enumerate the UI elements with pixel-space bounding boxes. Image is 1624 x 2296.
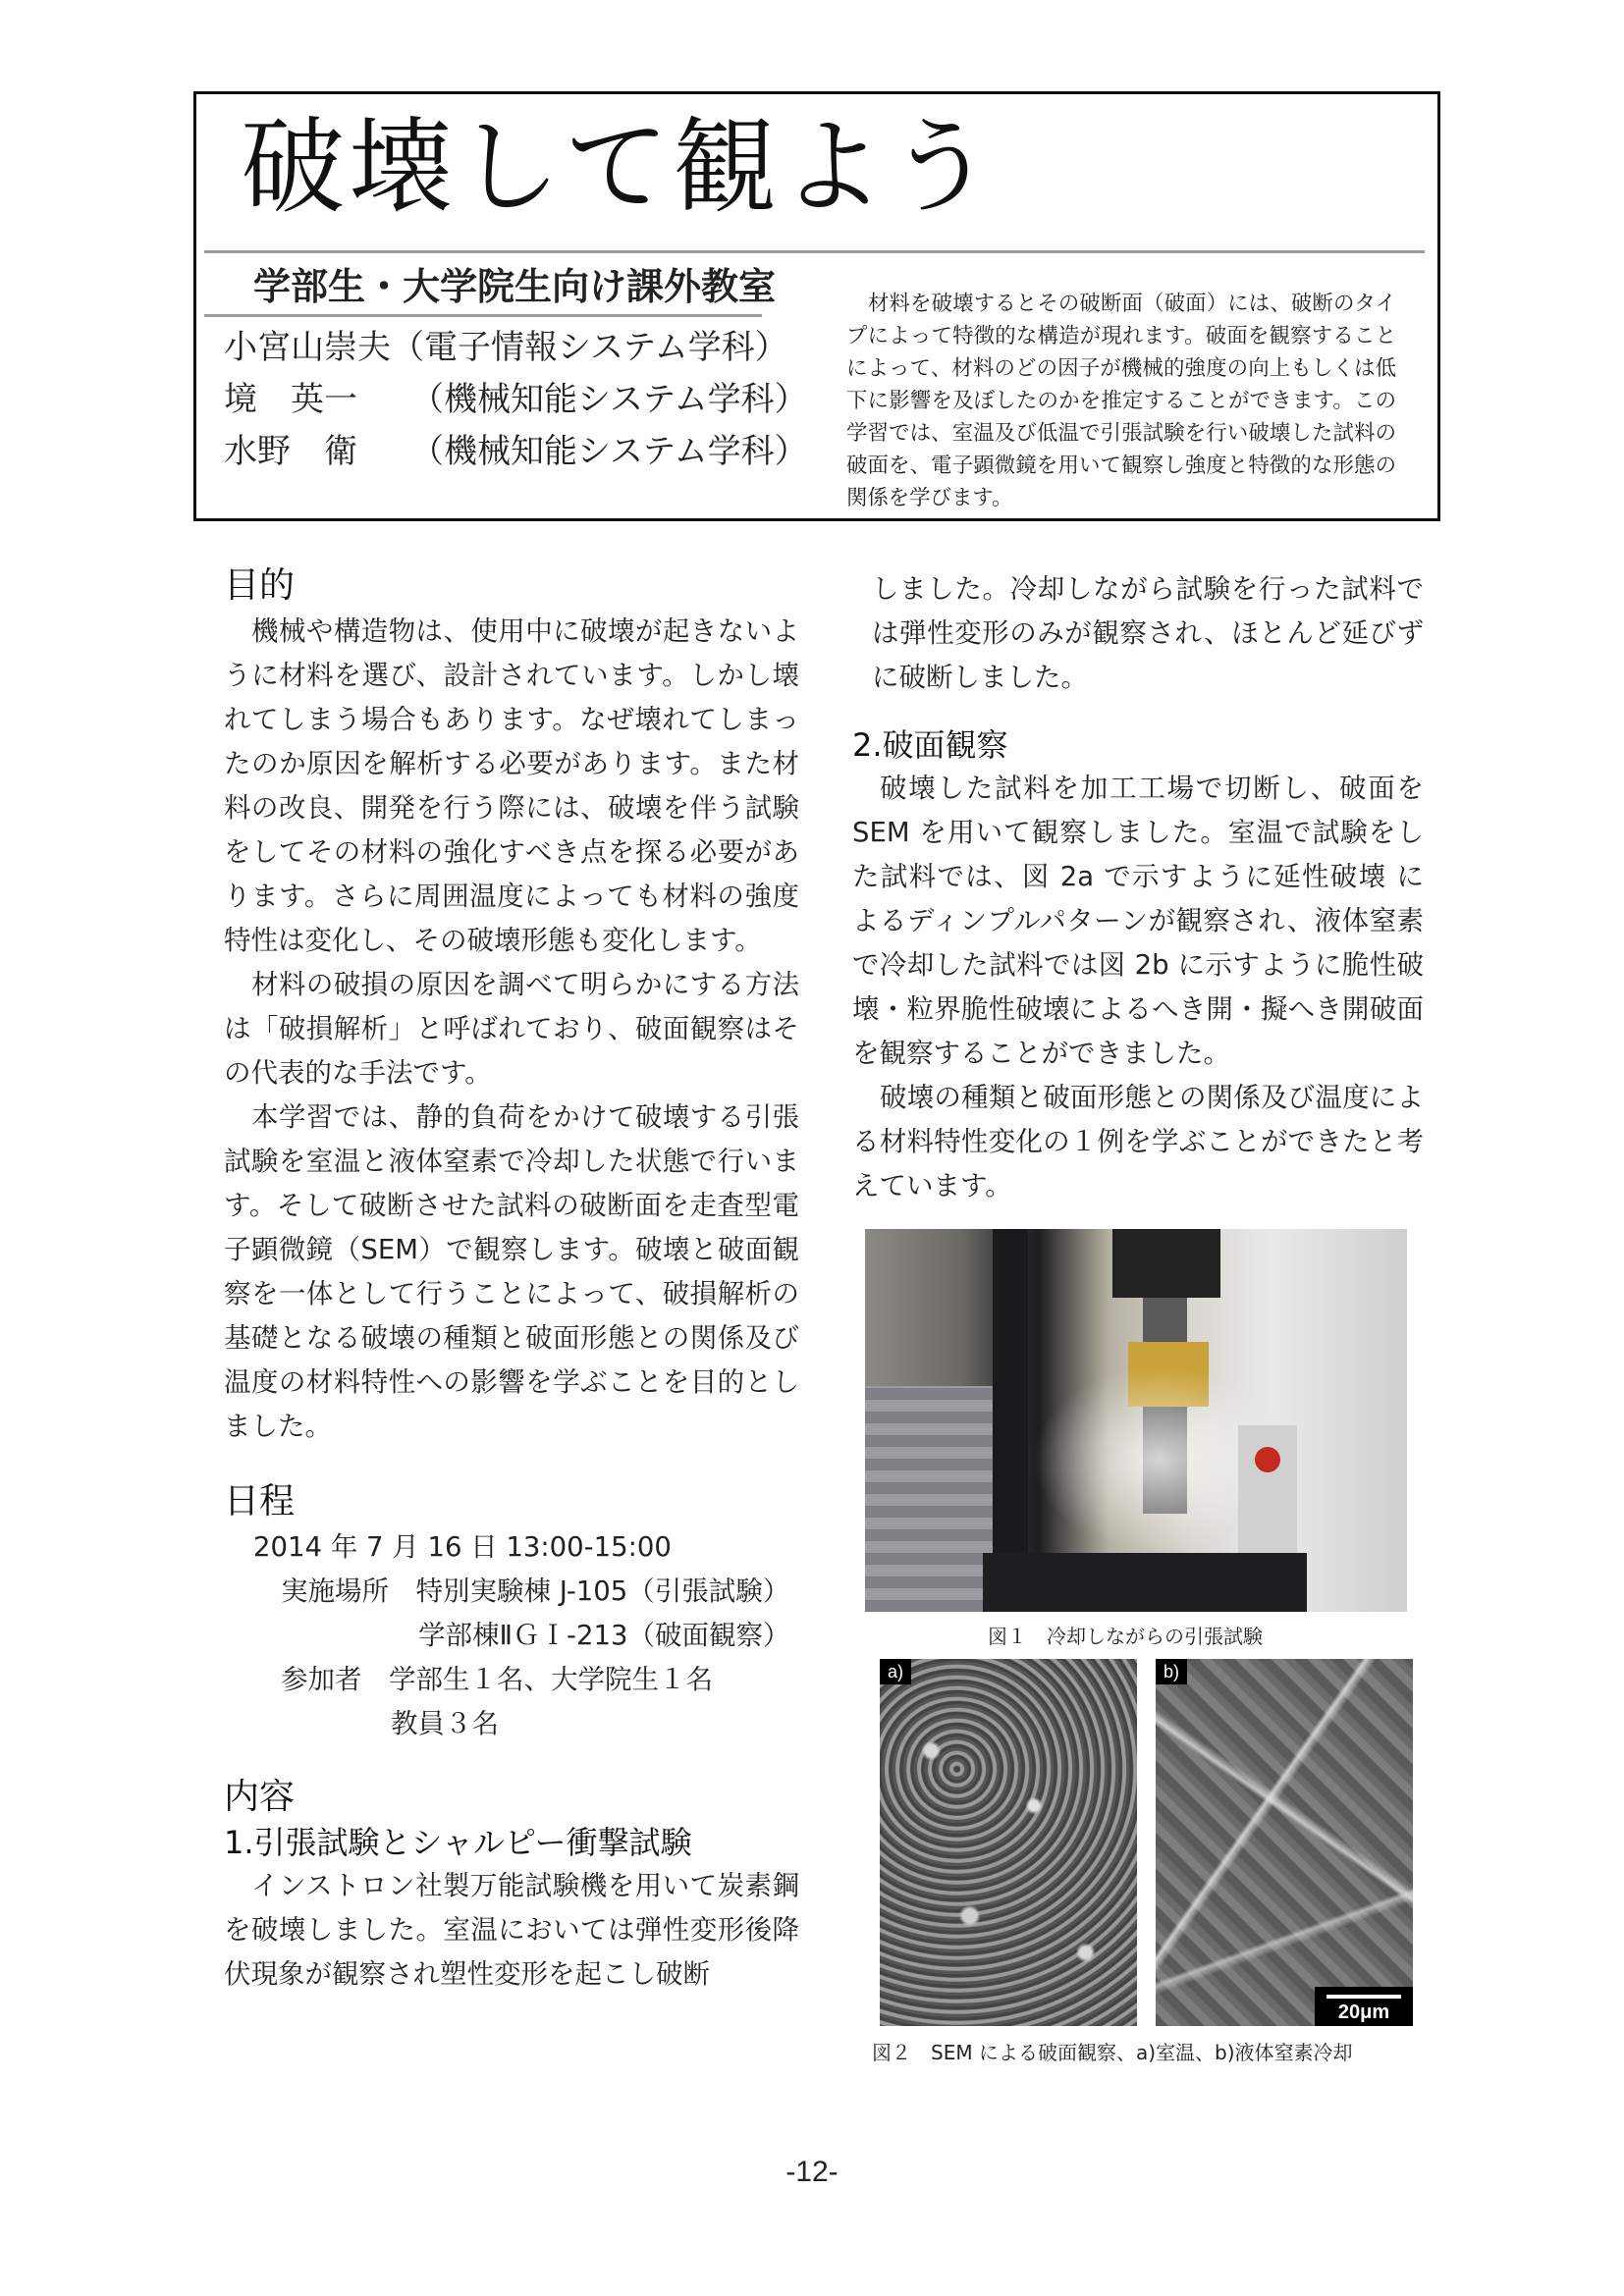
photo-control-panel (1238, 1425, 1297, 1553)
scale-bar-line (1326, 1995, 1401, 1999)
subsection-title: 2.破面観察 (852, 726, 1008, 764)
figure-1-caption: 図１ 冷却しながらの引張試験 (988, 1625, 1263, 1648)
paragraph: インストロン社製万能試験機を用いて炭素鋼を破壊しました。室温においては弾性変形後降伏現象が観察され塑性変形を起こし破断 (224, 1870, 799, 1990)
abstract: 材料を破壊するとその破断面（破面）には、破断のタイプによって特徴的な構造が現れます。破面を観察することによって、材料のどの因子が機械的強度の向上もしくは低下に影響を及ぼしたのかを推定することができます。この学習では、室温及び低温で引張試験を行い破壊した試料の破面を、電子顕微鏡を用いて観察し強度と特徴的な形態の関係を学びます。 (846, 292, 1396, 511)
paragraph: 破壊した試料を加工工場で切断し、破面をSEM を用いて観察しました。室温で試験をした試料では、図 2a で示すように延性破壊 によるディンプルパターンが観察され、液体窒素で冷却した試料では図 2b に示すように脆性破壊・粒界脆性破壊によるへき開・擬へき開破面を観察することができました。 (852, 773, 1424, 1069)
author-row (224, 374, 808, 426)
left-column (224, 562, 799, 1997)
photo-stop-button (1255, 1447, 1280, 1472)
place-label: 実施場所 (281, 1575, 389, 1607)
photo-wall (865, 1386, 993, 1612)
paragraph: 破壊の種類と破面形態との関係及び温度による材料特性変化の１例を学ぶことができたと考えています。 (852, 1082, 1424, 1201)
sem-label-b: b) (1156, 1659, 1187, 1684)
author-name: 水野 衛 (224, 432, 357, 471)
scale-bar (1315, 1987, 1413, 2026)
figure-2-caption: 図２ SEM による破面観察、a)室温、b)液体窒素冷却 (872, 2041, 1353, 2064)
author-affiliation: （機械知能システム学科） (410, 432, 808, 471)
tensile-test-photo (865, 1229, 1407, 1612)
subtitle-divider (204, 314, 762, 317)
author-affiliation: （機械知能システム学科） (410, 380, 808, 419)
participants-value: 学部生１名、大学院生１名 (389, 1664, 713, 1695)
schedule-participants-row (224, 1658, 799, 1702)
section-heading-schedule: 日程 (224, 1481, 296, 1522)
photo-crosshead (1112, 1229, 1220, 1298)
schedule-place-row (224, 1570, 799, 1614)
sem-image-liquid-nitrogen (1156, 1659, 1413, 2026)
page-number: -12- (785, 2156, 839, 2188)
paragraph: 機械や構造物は、使用中に破壊が起きないように材料を選び、設計されています。しかし壊れてしまう場合もあります。なぜ壊れてしまったのか原因を解析する必要があります。また材料の改良、開発を行う際には、破壊を伴う試験をしてその材料の強化すべき点を探る必要があります。さらに周囲温度によっても材料の強度特性は変化し、その破壊形態も変化します。 (224, 615, 799, 956)
subtitle: 学部生・大学院生向け課外教室 (253, 265, 777, 308)
author-list (224, 322, 808, 478)
author-name: 小宮山崇夫 (224, 328, 391, 367)
subsection-title: 1.引張試験とシャルピー衝撃試験 (224, 1824, 692, 1861)
author-name: 境 英一 (224, 380, 357, 419)
scale-bar-label: 20μm (1337, 2002, 1390, 2023)
author-row (224, 426, 808, 478)
schedule-place-row: 学部棟ⅡＧＩ-213（破面観察） (418, 1620, 790, 1651)
schedule-participants-row: 教員３名 (391, 1708, 499, 1739)
author-row (224, 322, 808, 374)
participants-label: 参加者 (281, 1664, 362, 1695)
sem-label-a: a) (880, 1659, 911, 1684)
schedule-block (224, 1525, 799, 1746)
title-divider (204, 250, 1425, 253)
page-title: 破壊して観よう (241, 107, 997, 228)
paragraph: 本学習では、静的負荷をかけて破壊する引張試験を室温と液体窒素で冷却した状態で行います。そして破断させた試料の破断面を走査型電子顕微鏡（SEM）で観察します。破壊と破面観察を一体として行うことによって、破損解析の基礎となる破壊の種類と破面形態との関係及び温度の材料特性への影響を学ぶことを目的としました。 (224, 1101, 799, 1442)
section-heading-purpose: 目的 (224, 565, 296, 606)
paragraph: 材料の破損の原因を調べて明らかにする方法は「破損解析」と呼ばれており、破面観察はその代表的な手法です。 (224, 969, 799, 1089)
sem-image-room-temperature (880, 1659, 1137, 2026)
right-column (852, 567, 1424, 1208)
photo-base (983, 1553, 1307, 1612)
schedule-date: 2014 年 7 月 16 日 13:00-15:00 (253, 1531, 672, 1563)
paragraph: しました。冷却しながら試験を行った試料では弾性変形のみが観察され、ほとんど延びずに破断しました。 (872, 573, 1424, 693)
section-heading-content: 内容 (224, 1777, 296, 1817)
place-value: 特別実験棟 J-105（引張試験） (415, 1575, 790, 1607)
author-affiliation: （電子情報システム学科） (391, 328, 788, 367)
